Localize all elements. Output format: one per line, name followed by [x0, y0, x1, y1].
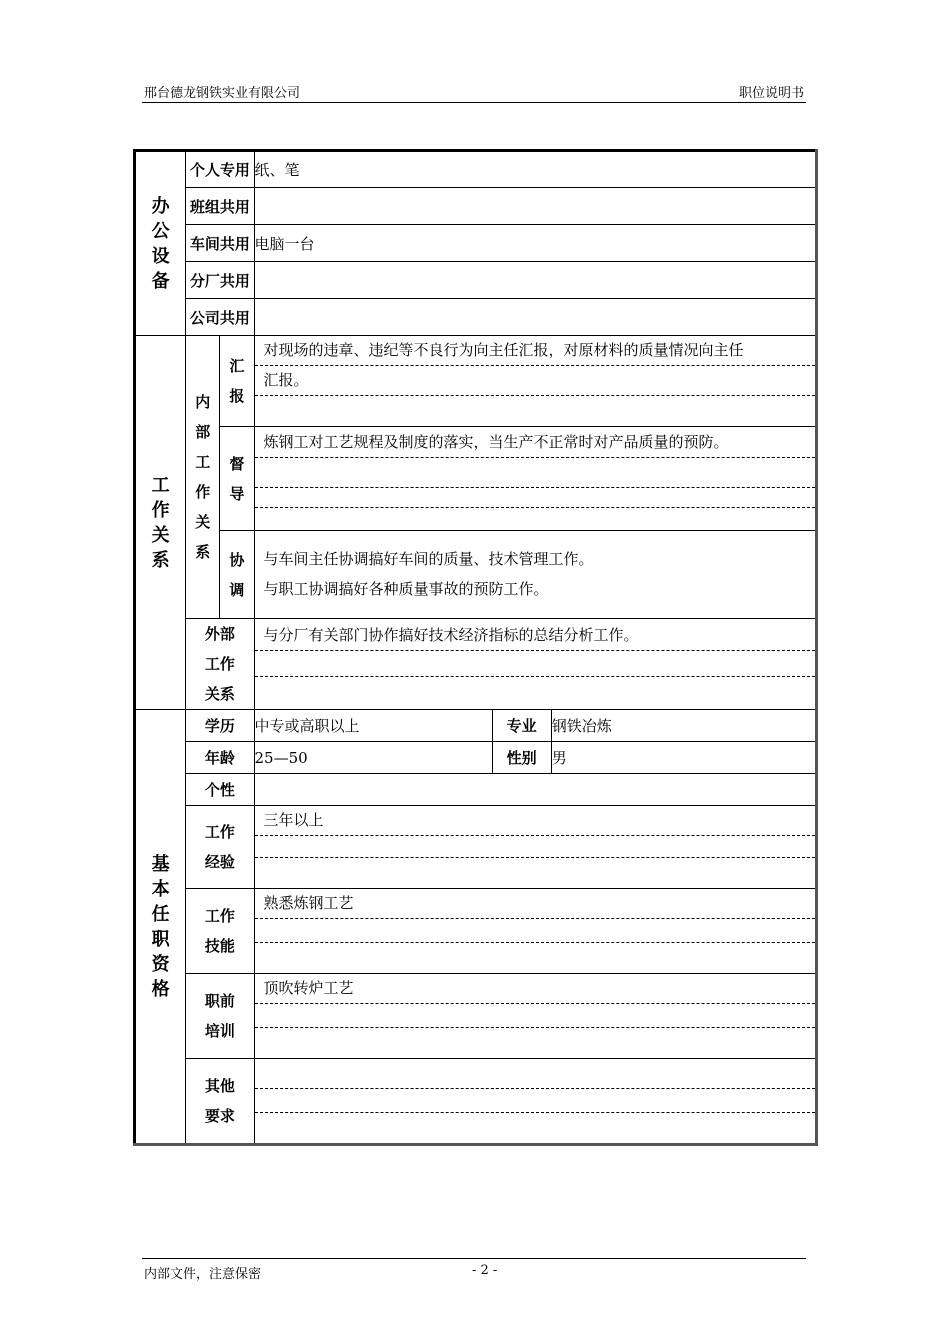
office-row-label: 个人专用 [186, 151, 254, 188]
experience-line [255, 858, 815, 888]
other-line [255, 1113, 815, 1143]
gender-value: 男 [551, 742, 816, 774]
training-line [255, 1004, 815, 1028]
supervise-content [254, 427, 816, 531]
other-requirements-content [254, 1059, 816, 1145]
coordinate-line: 与职工协调搞好各种质量事故的预防工作。 [263, 579, 549, 598]
experience-line [255, 836, 815, 858]
supervise-line: 炼钢工对工艺规程及制度的落实，当生产不正常时对产品质量的预防。 [255, 428, 815, 458]
personality-value [254, 774, 816, 806]
qualifications-section-label: 基本任职资格 [135, 710, 186, 1145]
report-line [255, 396, 815, 426]
external-relations-label: 外部 工作 关系 [186, 619, 254, 710]
supervise-label: 督导 [220, 427, 254, 531]
training-content [254, 974, 816, 1059]
report-content [254, 336, 816, 427]
work-relations-section-label: 工作关系 [135, 336, 186, 710]
age-label: 年龄 [186, 742, 254, 774]
office-equipment-section-label: 办公设备 [135, 151, 186, 336]
coordinate-line: 与车间主任协调搞好车间的质量、技术管理工作。 [263, 549, 594, 568]
external-line [255, 677, 815, 707]
supervise-line [255, 488, 815, 508]
experience-label: 工作 经验 [186, 806, 254, 889]
external-line: 与分厂有关部门协作搞好技术经济指标的总结分析工作。 [255, 621, 815, 651]
report-line: 汇报。 [255, 366, 815, 396]
gender-label: 性别 [492, 742, 551, 774]
job-description-table [133, 149, 818, 1146]
company-name: 邢台德龙钢铁实业有限公司 [144, 86, 301, 101]
office-row-value [254, 299, 816, 336]
external-content [254, 619, 816, 710]
office-row-value: 纸、笔 [254, 151, 816, 188]
confidential-note: 内部文件，注意保密 [144, 1267, 262, 1282]
office-row-value [254, 188, 816, 225]
other-line [255, 1089, 815, 1113]
office-row-label: 公司共用 [186, 299, 254, 336]
other-requirements-label: 其他 要求 [186, 1059, 254, 1145]
major-label: 专业 [492, 710, 551, 742]
office-row-value: 电脑一台 [254, 225, 816, 262]
education-value: 中专或高职以上 [254, 710, 492, 742]
supervise-line [255, 508, 815, 530]
training-label: 职前 培训 [186, 974, 254, 1059]
skills-line [255, 943, 815, 973]
skills-label: 工作 技能 [186, 889, 254, 974]
external-line [255, 651, 815, 677]
office-row-label: 车间共用 [186, 225, 254, 262]
experience-content [254, 806, 816, 889]
document-type: 职位说明书 [738, 86, 804, 101]
skills-line: 熟悉炼钢工艺 [255, 889, 815, 919]
experience-line: 三年以上 [255, 806, 815, 836]
other-line [255, 1059, 815, 1089]
personality-label: 个性 [186, 774, 254, 806]
page-header [142, 80, 806, 103]
education-label: 学历 [186, 710, 254, 742]
training-line: 顶吹转炉工艺 [255, 974, 815, 1004]
age-value: 25—50 [254, 742, 492, 774]
major-value: 钢铁冶炼 [551, 710, 816, 742]
office-row-value [254, 262, 816, 299]
page-footer [142, 1258, 806, 1285]
report-label: 汇报 [220, 336, 254, 427]
office-row-label: 班组共用 [186, 188, 254, 225]
office-row-label: 分厂共用 [186, 262, 254, 299]
report-line: 对现场的违章、违纪等不良行为向主任汇报，对原材料的质量情况向主任 [255, 336, 815, 366]
coordinate-label: 协调 [220, 531, 254, 619]
page-number: - 2 - [472, 1263, 498, 1278]
training-line [255, 1028, 815, 1058]
skills-line [255, 919, 815, 943]
skills-content [254, 889, 816, 974]
coordinate-content [254, 531, 816, 619]
internal-relations-label: 内部工作关系 [186, 336, 220, 619]
supervise-line [255, 458, 815, 488]
